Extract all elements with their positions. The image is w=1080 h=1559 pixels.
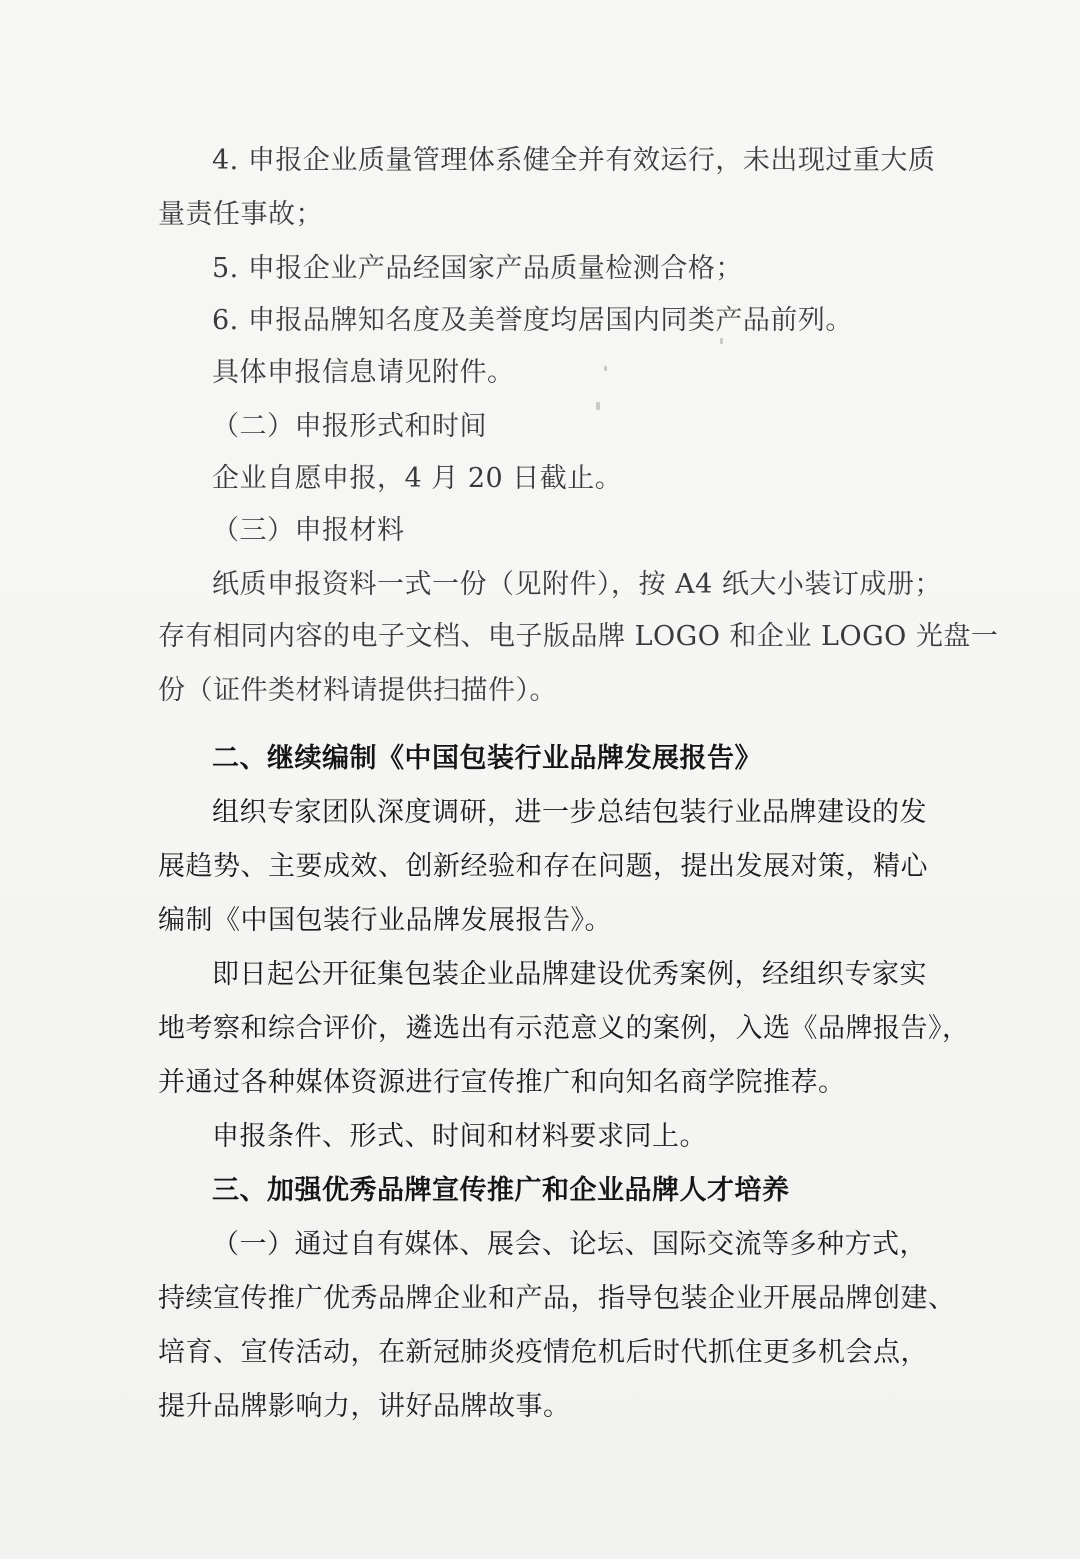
section-2-p1-line-2: 展趋势、主要成效、创新经验和存在问题，提出发展对策，精心 bbox=[158, 851, 928, 882]
scan-speck bbox=[596, 402, 600, 410]
section-2-p1-line-1: 组织专家团队深度调研，进一步总结包装行业品牌建设的发 bbox=[212, 797, 927, 828]
section-2-p1-line-3: 编制《中国包装行业品牌发展报告》。 bbox=[158, 905, 612, 936]
section-3-p1-line-4: 提升品牌影响力，讲好品牌故事。 bbox=[158, 1391, 571, 1422]
subsection-3-line-1: 纸质申报资料一式一份（见附件），按 A4 纸大小装订成册； bbox=[212, 569, 942, 600]
item-5: 5. 申报企业产品经国家产品质量检测合格； bbox=[212, 253, 743, 284]
section-2-p2-line-1: 即日起公开征集包装企业品牌建设优秀案例，经组织专家实 bbox=[212, 959, 927, 990]
section-3-p1-line-3: 培育、宣传活动，在新冠肺炎疫情危机后时代抓住更多机会点， bbox=[158, 1337, 928, 1368]
section-2-p2-line-2: 地考察和综合评价，遴选出有示范意义的案例，入选《品牌报告》， bbox=[158, 1013, 970, 1044]
subsection-2-text: 企业自愿申报，4 月 20 日截止。 bbox=[212, 463, 623, 494]
section-3-heading: 三、加强优秀品牌宣传推广和企业品牌人才培养 bbox=[212, 1175, 790, 1206]
section-3-p1-line-2: 持续宣传推广优秀品牌企业和产品，指导包装企业开展品牌创建、 bbox=[158, 1283, 956, 1314]
item-4-line-2: 量责任事故； bbox=[158, 199, 323, 230]
info-note: 具体申报信息请见附件。 bbox=[212, 357, 515, 388]
subsection-2-title: （二）申报形式和时间 bbox=[212, 411, 487, 442]
section-2-heading: 二、继续编制《中国包装行业品牌发展报告》 bbox=[212, 743, 762, 774]
scan-speck bbox=[604, 366, 607, 371]
scan-speck bbox=[720, 338, 723, 344]
section-2-p2-line-3: 并通过各种媒体资源进行宣传推广和向知名商学院推荐。 bbox=[158, 1067, 846, 1098]
section-2-p3: 申报条件、形式、时间和材料要求同上。 bbox=[212, 1121, 707, 1152]
subsection-3-title: （三）申报材料 bbox=[212, 515, 405, 546]
subsection-3-line-3: 份（证件类材料请提供扫描件）。 bbox=[158, 675, 557, 706]
item-4-line-1: 4. 申报企业质量管理体系健全并有效运行，未出现过重大质 bbox=[212, 145, 936, 176]
subsection-3-line-2: 存有相同内容的电子文档、电子版品牌 LOGO 和企业 LOGO 光盘一 bbox=[158, 621, 999, 652]
section-3-p1-line-1: （一）通过自有媒体、展会、论坛、国际交流等多种方式， bbox=[212, 1229, 927, 1260]
item-6: 6. 申报品牌知名度及美誉度均居国内同类产品前列。 bbox=[212, 305, 853, 336]
